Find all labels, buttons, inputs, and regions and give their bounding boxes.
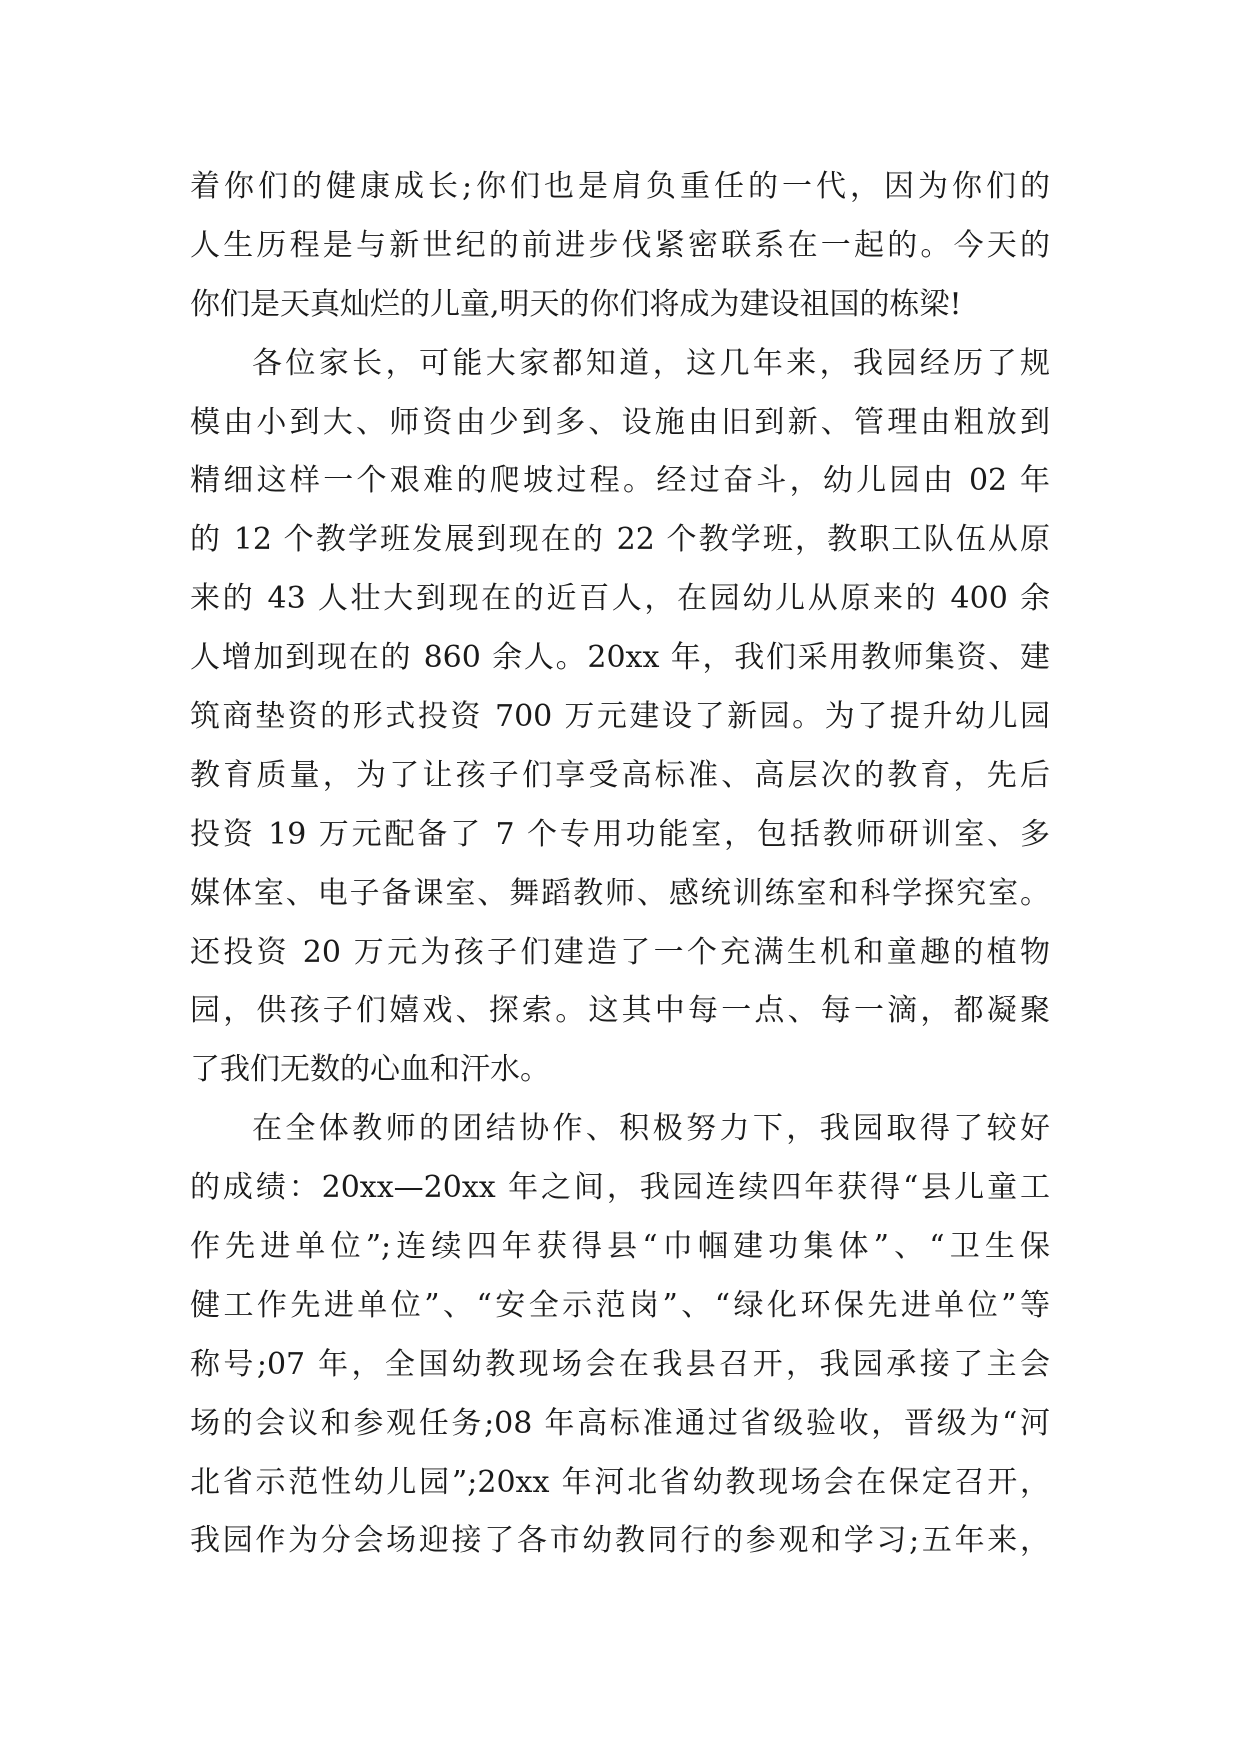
text-line: 投资 19 万元配备了 7 个专用功能室，包括教师研训室、多 <box>190 816 1050 852</box>
text-line: 模由小到大、师资由少到多、设施由旧到新、管理由粗放到 <box>190 404 1050 440</box>
text-line: 筑商垫资的形式投资 700 万元建设了新园。为了提升幼儿园 <box>190 699 1050 735</box>
text-line: 称号;07 年，全国幼教现场会在我县召开，我园承接了主会 <box>190 1346 1050 1382</box>
text-line: 人增加到现在的 860 余人。20xx 年，我们采用教师集资、建 <box>190 640 1050 676</box>
text-line: 教育质量，为了让孩子们享受高标准、高层次的教育，先后 <box>190 757 1050 793</box>
text-line: 来的 43 人壮大到现在的近百人，在园幼儿从原来的 400 余 <box>190 581 1050 617</box>
text-line: 了我们无数的心血和汗水。 <box>190 1052 550 1088</box>
text-line: 健工作先进单位”、“安全示范岗”、“绿化环保先进单位”等 <box>190 1287 1050 1323</box>
text-line: 你们是天真灿烂的儿童,明天的你们将成为建设祖国的栋梁! <box>190 286 962 322</box>
text-line: 场的会议和参观任务;08 年高标准通过省级验收，晋级为“河 <box>190 1405 1050 1441</box>
text-line: 的成绩：20xx—20xx 年之间，我园连续四年获得“县儿童工 <box>190 1170 1050 1206</box>
text-line: 媒体室、电子备课室、舞蹈教师、感统训练室和科学探究室。 <box>190 875 1050 911</box>
text-line: 北省示范性幼儿园”;20xx 年河北省幼教现场会在保定召开， <box>190 1464 1050 1500</box>
text-line: 着你们的健康成长;你们也是肩负重任的一代，因为你们的 <box>190 169 1050 204</box>
text-line: 作先进单位”;连续四年获得县“巾帼建功集体”、“卫生保 <box>190 1229 1050 1265</box>
body-text <box>190 158 1050 1571</box>
text-line: 人生历程是与新世纪的前进步伐紧密联系在一起的。今天的 <box>190 227 1050 263</box>
text-line: 的 12 个教学班发展到现在的 22 个教学班，教职工队伍从原 <box>190 522 1050 558</box>
paragraph-start-line: 各位家长，可能大家都知道，这几年来，我园经历了规 <box>252 345 1050 381</box>
text-line: 园，供孩子们嬉戏、探索。这其中每一点、每一滴，都凝聚 <box>190 993 1050 1029</box>
text-line: 还投资 20 万元为孩子们建造了一个充满生机和童趣的植物 <box>190 934 1050 970</box>
text-line: 我园作为分会场迎接了各市幼教同行的参观和学习;五年来， <box>190 1523 1050 1559</box>
paragraph-start-line: 在全体教师的团结协作、积极努力下，我园取得了较好 <box>252 1111 1050 1147</box>
text-line: 精细这样一个艰难的爬坡过程。经过奋斗，幼儿园由 02 年 <box>190 463 1050 499</box>
